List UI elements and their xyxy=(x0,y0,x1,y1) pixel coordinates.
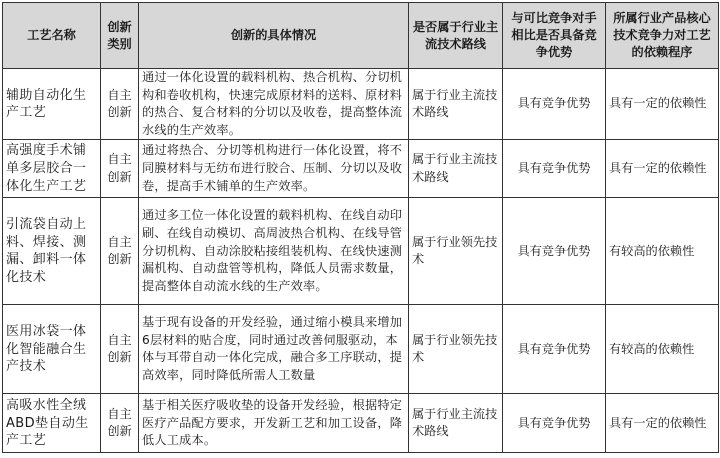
cell-innovation-type: 自主创新 xyxy=(101,69,139,140)
cell-dependence-degree: 有较高的依赖性 xyxy=(606,198,719,305)
cell-innovation-detail: 通过多工位一体化设置的载料机构、在线自动印刷、在线自动模切、高周波热合机构、在线导管分切机构、自动涂胶粘接组装机构、在线快速测漏机构、自动盘管等机构，降低人员需求数量，提高整体自动流水线的生产效率。 xyxy=(139,198,409,305)
cell-competitive-advantage: 具有竞争优势 xyxy=(503,69,606,140)
cell-process-name: 医用冰袋一体化智能融合生产技术 xyxy=(3,305,101,394)
cell-mainstream-route: 属于行业领先技术 xyxy=(409,305,503,394)
cell-innovation-detail: 通过将热合、分切等机构进行一体化设置，将不同膜材料与无纺布进行胶合、压制、分切以及收卷，提高手术铺单的生产效率。 xyxy=(139,140,409,198)
table-header-row xyxy=(3,3,719,69)
cell-competitive-advantage: 具有竞争优势 xyxy=(503,140,606,198)
header-innovation-detail: 创新的具体情况 xyxy=(139,3,409,69)
cell-dependence-degree: 具有一定的依赖性 xyxy=(606,394,719,453)
table-row xyxy=(3,69,719,140)
cell-competitive-advantage: 具有竞争优势 xyxy=(503,305,606,394)
cell-process-name: 引流袋自动上料、焊接、测漏、卸料一体化技术 xyxy=(3,198,101,305)
cell-innovation-detail: 通过一体化设置的载料机构、热合机构、分切机构和卷收机构，快速完成原材料的送料、原材料的热合、复合材料的分切以及收卷，提高整体流水线的生产效率。 xyxy=(139,69,409,140)
header-innovation-type: 创新类别 xyxy=(101,3,139,69)
cell-mainstream-route: 属于行业主流技术路线 xyxy=(409,140,503,198)
cell-dependence-degree: 具有一定的依赖性 xyxy=(606,69,719,140)
header-process-name: 工艺名称 xyxy=(3,3,101,69)
cell-competitive-advantage: 具有竞争优势 xyxy=(503,394,606,453)
cell-innovation-type: 自主创新 xyxy=(101,198,139,305)
process-innovation-table xyxy=(2,2,719,453)
header-competitive-advantage: 与可比竞争对手相比是否具备竞争优势 xyxy=(503,3,606,69)
cell-innovation-detail: 基于相关医疗吸收垫的设备开发经验，根据特定医疗产品配方要求，开发新工艺和加工设备，降低人工成本。 xyxy=(139,394,409,453)
cell-mainstream-route: 属于行业领先技术 xyxy=(409,198,503,305)
table-row xyxy=(3,305,719,394)
cell-process-name: 高吸水性全绒ABD垫自动生产工艺 xyxy=(3,394,101,453)
cell-competitive-advantage: 具有竞争优势 xyxy=(503,198,606,305)
cell-mainstream-route: 属于行业主流技术路线 xyxy=(409,69,503,140)
process-innovation-table-container xyxy=(2,2,718,454)
cell-process-name: 高强度手术铺单多层胶合一体化生产工艺 xyxy=(3,140,101,198)
cell-innovation-detail: 基于现有设备的开发经验，通过缩小模具来增加6层材料的贴合度，同时通过改善伺服驱动，本体与耳带自动一体化完成，融合多工序联动，提高效率，同时降低所需人工数量 xyxy=(139,305,409,394)
header-dependence-degree: 所属行业产品核心技术竞争力对工艺的依赖程序 xyxy=(606,3,719,69)
table-row xyxy=(3,198,719,305)
cell-innovation-type: 自主创新 xyxy=(101,140,139,198)
cell-mainstream-route: 属于行业主流技术路线 xyxy=(409,394,503,453)
cell-innovation-type: 自主创新 xyxy=(101,394,139,453)
cell-dependence-degree: 具有一定的依赖性 xyxy=(606,140,719,198)
cell-innovation-type: 自主创新 xyxy=(101,305,139,394)
cell-dependence-degree: 有较高的依赖性 xyxy=(606,305,719,394)
table-row xyxy=(3,394,719,453)
header-mainstream-route: 是否属于行业主流技术路线 xyxy=(409,3,503,69)
table-row xyxy=(3,140,719,198)
cell-process-name: 辅助自动化生产工艺 xyxy=(3,69,101,140)
